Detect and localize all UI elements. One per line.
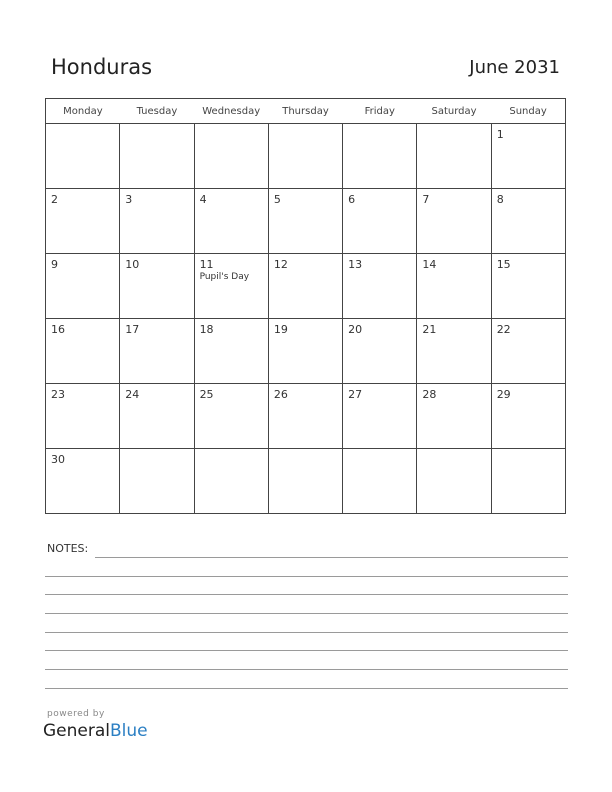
day-number: 5 [273, 193, 281, 206]
day-cell [343, 254, 417, 319]
day-cell [46, 384, 120, 449]
notes-label: NOTES: [47, 542, 89, 555]
country-title: Honduras [51, 55, 153, 79]
day-number: 27 [348, 388, 363, 401]
day-number: 29 [496, 388, 511, 401]
day-number: 21 [422, 323, 437, 336]
notes-line [45, 650, 568, 651]
day-cell [491, 189, 565, 254]
day-number: 13 [348, 258, 363, 271]
day-cell [417, 254, 491, 319]
notes-line [45, 613, 568, 614]
day-cell [491, 319, 565, 384]
day-cell [343, 124, 417, 189]
day-number: 28 [422, 388, 437, 401]
day-number: 9 [51, 258, 58, 271]
day-number: 10 [125, 258, 140, 271]
day-cell [120, 384, 194, 449]
day-cell [268, 124, 342, 189]
day-number: 25 [199, 388, 214, 401]
day-number: 17 [125, 323, 140, 336]
day-number: 16 [51, 323, 65, 336]
day-number: 20 [348, 323, 363, 336]
day-cell [120, 254, 194, 319]
day-cell [491, 384, 565, 449]
day-number: 23 [51, 388, 65, 401]
brand-blue: Blue [110, 721, 148, 741]
day-number: 6 [348, 193, 356, 206]
day-number: 7 [422, 193, 430, 206]
notes-line [45, 594, 568, 595]
day-number: 14 [422, 258, 437, 271]
day-cell [120, 449, 194, 514]
calendar-grid [45, 98, 566, 514]
day-number: 4 [199, 193, 207, 206]
notes-line [45, 632, 568, 633]
day-number: 22 [496, 323, 511, 336]
day-cell [343, 319, 417, 384]
day-cell [194, 319, 268, 384]
weekday-tuesday: Tuesday [120, 99, 194, 124]
weekday-monday: Monday [46, 99, 120, 124]
day-cell [491, 254, 565, 319]
day-cell [46, 449, 120, 514]
day-cell [268, 254, 342, 319]
day-number: 30 [51, 453, 65, 466]
day-number: 3 [125, 193, 133, 206]
generalblue-logo[interactable] [43, 721, 148, 741]
week-row [46, 319, 566, 384]
day-cell [417, 319, 491, 384]
week-row [46, 124, 566, 189]
weekday-sunday: Sunday [491, 99, 565, 124]
day-cell [120, 319, 194, 384]
day-cell [120, 189, 194, 254]
day-cell [343, 449, 417, 514]
week-row [46, 254, 566, 319]
powered-by-text: powered by [47, 709, 105, 719]
day-cell [417, 449, 491, 514]
day-cell [46, 124, 120, 189]
day-cell [268, 319, 342, 384]
day-cell [268, 449, 342, 514]
day-cell [46, 254, 120, 319]
day-cell [120, 124, 194, 189]
day-cell [46, 189, 120, 254]
day-cell [194, 124, 268, 189]
day-cell [194, 189, 268, 254]
day-number: 26 [273, 388, 288, 401]
weekday-friday: Friday [343, 99, 417, 124]
day-number: 1 [496, 128, 504, 141]
brand-general: General [43, 721, 110, 741]
day-cell [194, 254, 268, 319]
day-cell [194, 449, 268, 514]
notes-line [45, 688, 568, 689]
weekday-header-row [46, 99, 566, 124]
notes-line [45, 576, 568, 577]
week-row [46, 449, 566, 514]
day-cell [343, 384, 417, 449]
notes-line [95, 557, 568, 558]
day-cell [268, 189, 342, 254]
day-cell [417, 189, 491, 254]
day-number: 2 [51, 193, 58, 206]
week-row [46, 189, 566, 254]
weekday-saturday: Saturday [417, 99, 491, 124]
day-cell [491, 124, 565, 189]
notes-line [45, 669, 568, 670]
day-cell [417, 124, 491, 189]
day-cell [343, 189, 417, 254]
weekday-thursday: Thursday [268, 99, 342, 124]
day-number: 24 [125, 388, 140, 401]
day-cell [491, 449, 565, 514]
day-number: 11 [199, 258, 214, 271]
week-row [46, 384, 566, 449]
holiday-label: Pupil's Day [199, 272, 250, 282]
day-cell [46, 319, 120, 384]
day-number: 15 [496, 258, 511, 271]
day-number: 18 [199, 323, 214, 336]
day-number: 19 [273, 323, 288, 336]
day-number: 12 [273, 258, 288, 271]
weekday-wednesday: Wednesday [194, 99, 268, 124]
day-cell [194, 384, 268, 449]
month-year-title: June 2031 [469, 57, 560, 78]
day-cell [268, 384, 342, 449]
day-cell [417, 384, 491, 449]
day-number: 8 [496, 193, 504, 206]
